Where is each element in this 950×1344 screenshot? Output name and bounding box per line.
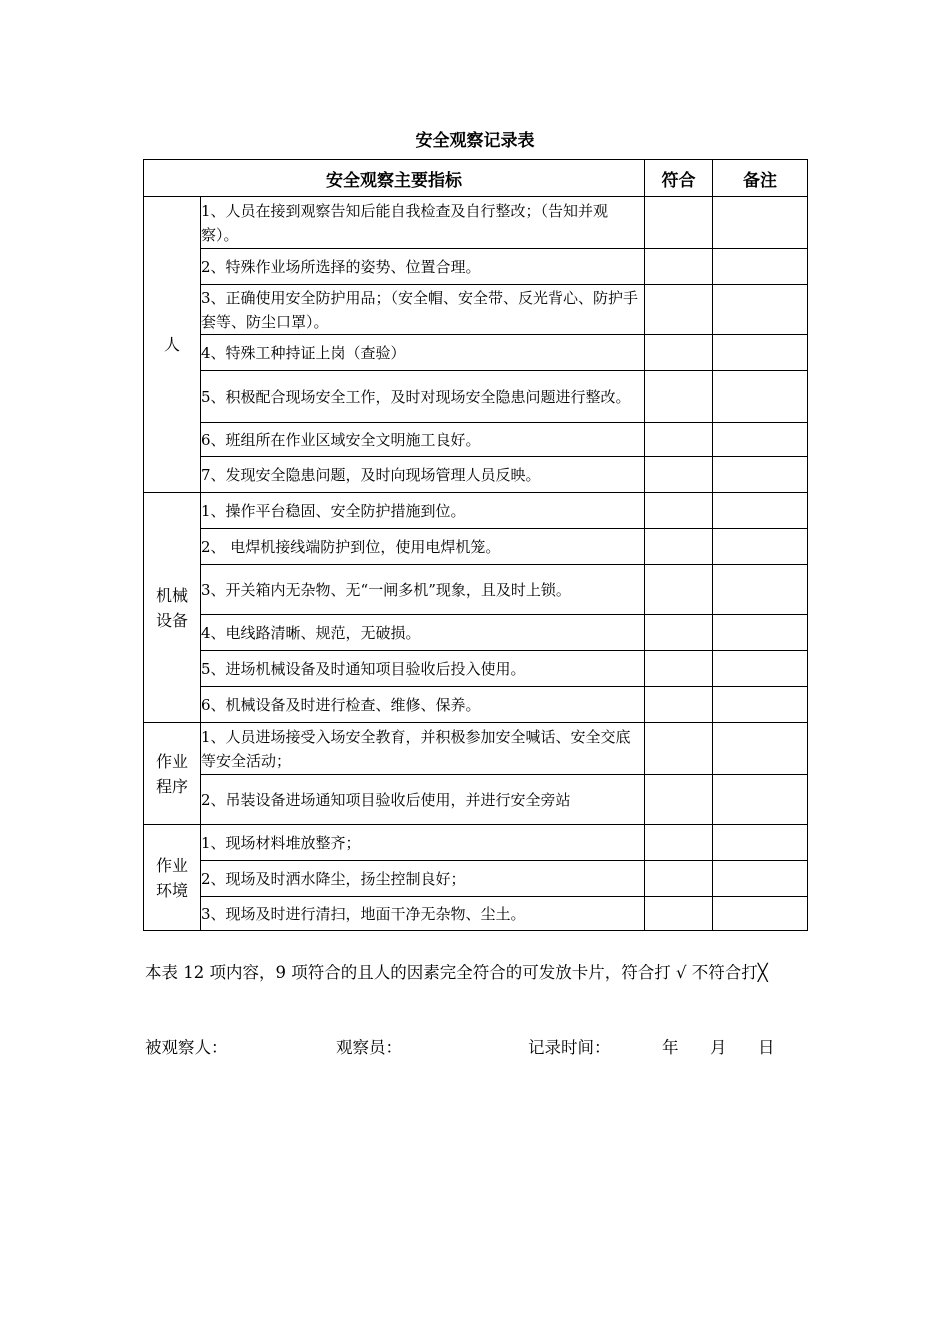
remarks-cell[interactable] — [713, 423, 808, 457]
remarks-cell[interactable] — [713, 861, 808, 897]
category-label: 作业环境 — [155, 855, 188, 900]
table-row — [144, 335, 808, 371]
indicator-item: 5、积极配合现场安全工作，及时对现场安全隐患问题进行整改。 — [201, 371, 645, 423]
table-row — [144, 825, 808, 861]
observed-person-label: 被观察人： — [145, 1038, 228, 1057]
compliant-cell[interactable] — [645, 825, 713, 861]
remarks-cell[interactable] — [713, 651, 808, 687]
remarks-cell[interactable] — [713, 825, 808, 861]
category-label: 机械设备 — [155, 585, 188, 630]
page-title: 安全观察记录表 — [415, 131, 535, 151]
year-label: 年 — [662, 1038, 679, 1057]
remarks-cell[interactable] — [713, 335, 808, 371]
indicator-item: 2、 电焊机接线端防护到位，使用电焊机笼。 — [201, 529, 645, 565]
indicator-item: 1、现场材料堆放整齐； — [201, 825, 645, 861]
indicator-item: 1、人员在接到观察告知后能自我检查及自行整改；（告知并观察）。 — [201, 197, 645, 249]
indicator-item: 1、人员进场接受入场安全教育，并积极参加安全喊话、安全交底等安全活动； — [201, 723, 645, 775]
remarks-cell[interactable] — [713, 371, 808, 423]
table-row — [144, 861, 808, 897]
remarks-cell[interactable] — [713, 529, 808, 565]
record-time-label: 记录时间： — [528, 1038, 611, 1057]
category-label: 作业程序 — [155, 751, 188, 796]
observer-label: 观察员： — [336, 1038, 402, 1057]
remarks-cell[interactable] — [713, 897, 808, 931]
table-row — [144, 615, 808, 651]
compliant-cell[interactable] — [645, 775, 713, 825]
instructions-note: 本表 12 项内容，9 项符合的且人的因素完全符合的可发放卡片，符合打 √ 不符合打╳ — [145, 963, 768, 982]
table-header-row — [144, 160, 808, 197]
remarks-cell[interactable] — [713, 285, 808, 335]
category-cell — [144, 825, 201, 931]
compliant-cell[interactable] — [645, 457, 713, 493]
compliant-cell[interactable] — [645, 371, 713, 423]
compliant-cell[interactable] — [645, 249, 713, 285]
compliant-cell[interactable] — [645, 423, 713, 457]
indicator-item: 5、进场机械设备及时通知项目验收后投入使用。 — [201, 651, 645, 687]
indicator-item: 4、特殊工种持证上岗（查验） — [201, 335, 645, 371]
indicator-item: 1、操作平台稳固、安全防护措施到位。 — [201, 493, 645, 529]
table-row — [144, 197, 808, 249]
table-row — [144, 423, 808, 457]
header-compliant: 符合 — [645, 160, 713, 197]
indicator-item: 3、开关箱内无杂物、无“一闸多机”现象，且及时上锁。 — [201, 565, 645, 615]
compliant-cell[interactable] — [645, 335, 713, 371]
compliant-cell[interactable] — [645, 529, 713, 565]
compliant-cell[interactable] — [645, 197, 713, 249]
remarks-cell[interactable] — [713, 249, 808, 285]
table-row — [144, 775, 808, 825]
table-row — [144, 723, 808, 775]
table-row — [144, 457, 808, 493]
compliant-cell[interactable] — [645, 615, 713, 651]
remarks-cell[interactable] — [713, 197, 808, 249]
table-row — [144, 285, 808, 335]
compliant-cell[interactable] — [645, 861, 713, 897]
category-cell — [144, 197, 201, 493]
indicator-item: 2、特殊作业场所选择的姿势、位置合理。 — [201, 249, 645, 285]
compliant-cell[interactable] — [645, 565, 713, 615]
table-row — [144, 529, 808, 565]
compliant-cell[interactable] — [645, 493, 713, 529]
table-row — [144, 565, 808, 615]
day-label: 日 — [758, 1038, 775, 1057]
indicator-item: 2、吊装设备进场通知项目验收后使用，并进行安全旁站 — [201, 775, 645, 825]
header-remarks: 备注 — [713, 160, 808, 197]
table-row — [144, 493, 808, 529]
table-row — [144, 687, 808, 723]
remarks-cell[interactable] — [713, 565, 808, 615]
indicator-item: 3、正确使用安全防护用品；（安全帽、安全带、反光背心、防护手套等、防尘口罩）。 — [201, 285, 645, 335]
category-cell — [144, 723, 201, 825]
indicator-item: 3、现场及时进行清扫，地面干净无杂物、尘土。 — [201, 897, 645, 931]
compliant-cell[interactable] — [645, 651, 713, 687]
remarks-cell[interactable] — [713, 493, 808, 529]
category-label: 人 — [163, 335, 180, 354]
table-row — [144, 371, 808, 423]
compliant-cell[interactable] — [645, 897, 713, 931]
table-row — [144, 897, 808, 931]
table-row — [144, 651, 808, 687]
indicator-item: 6、机械设备及时进行检查、维修、保养。 — [201, 687, 645, 723]
remarks-cell[interactable] — [713, 687, 808, 723]
remarks-cell[interactable] — [713, 723, 808, 775]
remarks-cell[interactable] — [713, 615, 808, 651]
header-indicators: 安全观察主要指标 — [144, 160, 645, 197]
indicator-item: 7、发现安全隐患问题，及时向现场管理人员反映。 — [201, 457, 645, 493]
compliant-cell[interactable] — [645, 723, 713, 775]
table-body — [144, 197, 808, 931]
indicator-item: 2、现场及时洒水降尘，扬尘控制良好； — [201, 861, 645, 897]
remarks-cell[interactable] — [713, 457, 808, 493]
compliant-cell[interactable] — [645, 687, 713, 723]
indicator-item: 6、班组所在作业区域安全文明施工良好。 — [201, 423, 645, 457]
table-row — [144, 249, 808, 285]
indicator-item: 4、电线路清晰、规范，无破损。 — [201, 615, 645, 651]
month-label: 月 — [710, 1038, 727, 1057]
compliant-cell[interactable] — [645, 285, 713, 335]
observation-table — [143, 159, 808, 931]
remarks-cell[interactable] — [713, 775, 808, 825]
category-cell — [144, 493, 201, 723]
